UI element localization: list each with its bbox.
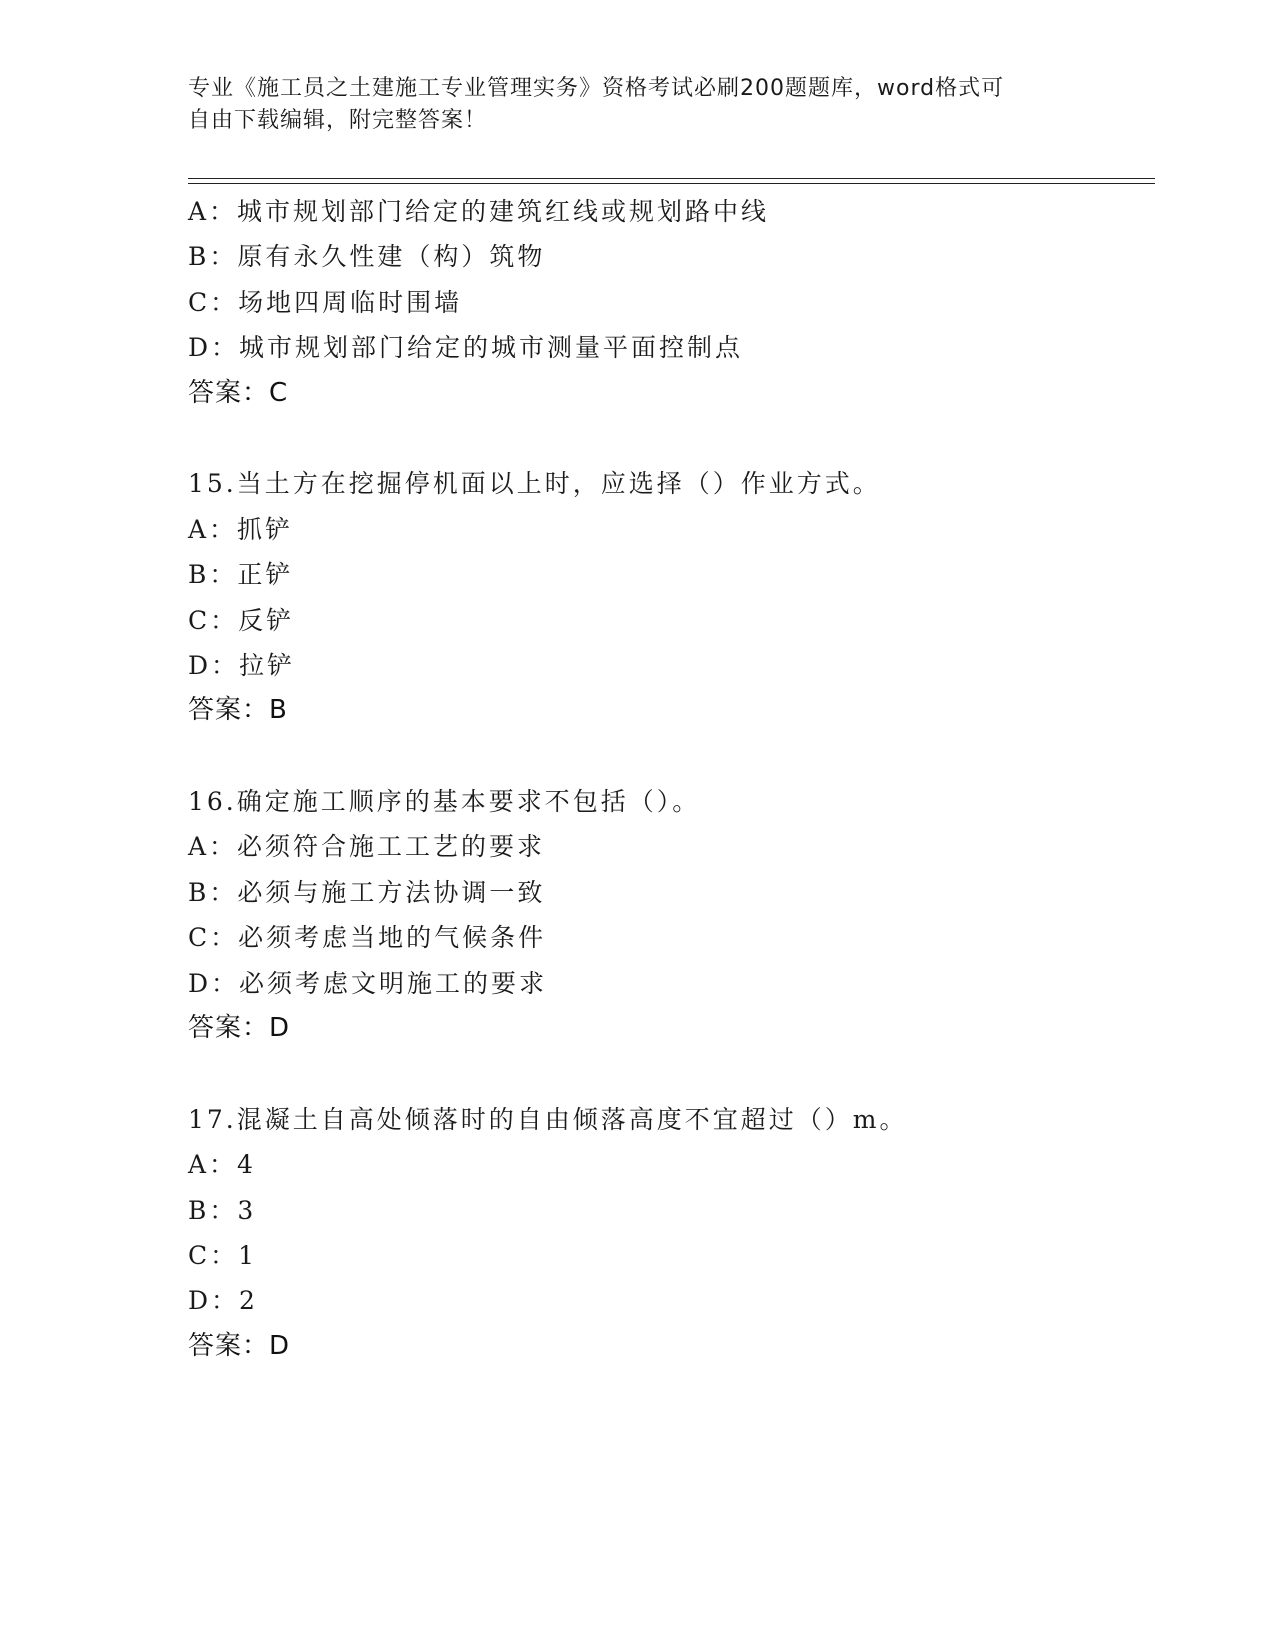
option-b: B：3: [188, 1195, 257, 1225]
header-divider-bottom: [188, 183, 1155, 184]
document-header: [188, 73, 1088, 137]
question-text: 15.当土方在挖掘停机面以上时，应选择（）作业方式。: [188, 469, 881, 499]
spacer: [188, 734, 1148, 779]
question-17-block: [188, 1097, 1148, 1369]
option-c: C：必须考虑当地的气候条件: [188, 923, 547, 953]
option-a: A：抓铲: [188, 514, 294, 544]
header-divider-top: [188, 178, 1155, 179]
question-text: 17.混凝土自高处倾落时的自由倾落高度不宜超过（）m。: [188, 1104, 908, 1134]
header-title-line-1: 专业《施工员之土建施工专业管理实务》资格考试必刷200题题库，word格式可: [188, 76, 1005, 101]
spacer: [188, 416, 1148, 461]
spacer: [188, 1051, 1148, 1096]
option-a: A：城市规划部门给定的建筑红线或规划路中线: [188, 197, 770, 226]
answer-line: 答案：D: [188, 1013, 291, 1044]
option-c: C：场地四周临时围墙: [188, 287, 463, 317]
question-15-block: [188, 461, 1148, 733]
option-b: B：正铲: [188, 560, 294, 590]
option-a: A：必须符合施工工艺的要求: [188, 832, 546, 862]
option-c: C：反铲: [188, 605, 295, 635]
answer-line: 答案：C: [188, 377, 289, 408]
option-c: C：1: [188, 1240, 258, 1270]
option-d: D：城市规划部门给定的城市测量平面控制点: [188, 333, 744, 363]
question-14-block: [188, 189, 1148, 416]
question-text: 16.确定施工顺序的基本要求不包括（）。: [188, 787, 701, 817]
answer-line: 答案：B: [188, 695, 288, 726]
option-d: D：2: [188, 1286, 258, 1316]
option-b: B：必须与施工方法协调一致: [188, 877, 546, 907]
option-b: B：原有永久性建（构）筑物: [188, 242, 546, 272]
question-16-block: [188, 779, 1148, 1051]
question-list: [188, 189, 1148, 1369]
answer-line: 答案：D: [188, 1330, 291, 1361]
option-d: D：必须考虑文明施工的要求: [188, 968, 548, 998]
header-title-line-2: 自由下载编辑，附完整答案！: [188, 108, 488, 133]
option-d: D：拉铲: [188, 650, 296, 680]
option-a: A：4: [188, 1150, 256, 1180]
